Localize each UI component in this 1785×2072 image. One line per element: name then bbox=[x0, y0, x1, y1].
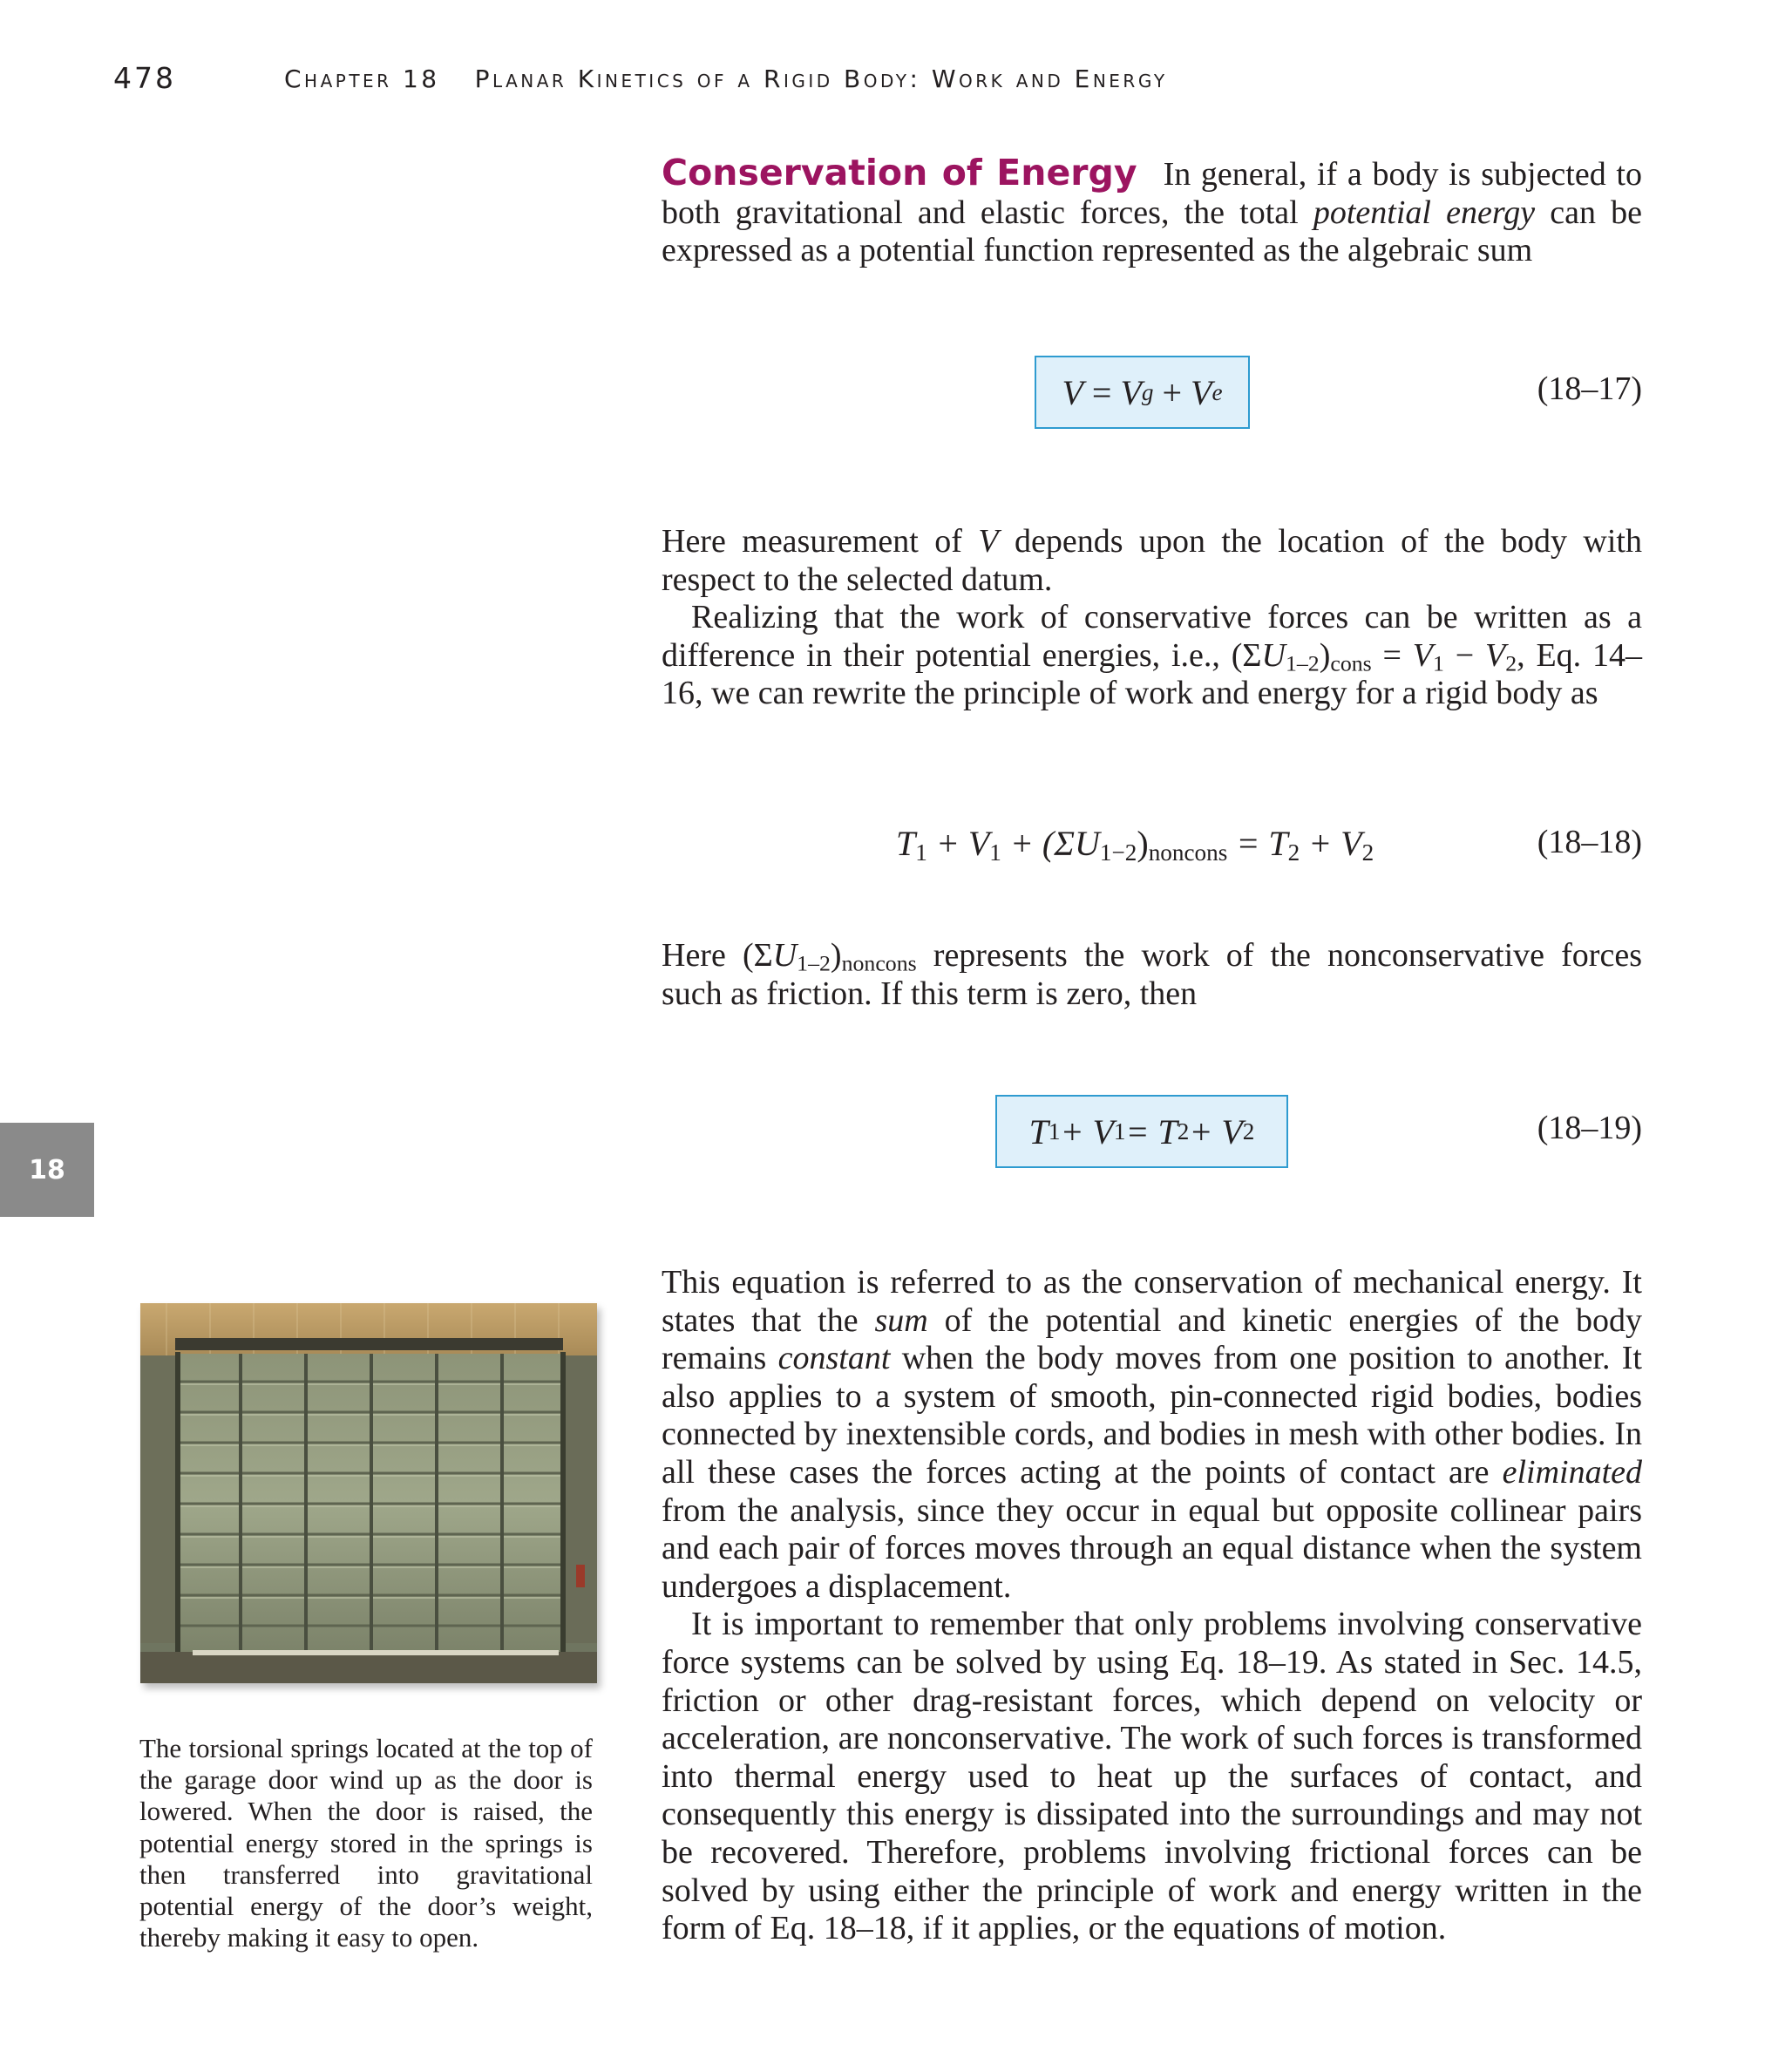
paragraph-nonconservative-forces: It is important to remember that only problems involving conservative force systems can be solved by using Eq. 18–19. As stated in Sec. 14.5, friction or other drag-resistant forces, which depend on velocity or acceleration, are nonconservative. The work of such forces is transformed into thermal energy used to heat up the surfaces of contact, and consequently this energy is dissipated into the surroundings and may not be recovered. Therefore, problems involving frictional forces can be solved by using either the principle of work and energy written in the form of Eq. 18–18, if it applies, or the equations of motion. bbox=[662, 1606, 1642, 1947]
equation-number-18-19: (18–19) bbox=[1537, 1110, 1642, 1146]
garage-door-photo bbox=[140, 1303, 597, 1683]
chapter-title: Planar Kinetics of a Rigid Body: Work and Energy bbox=[474, 65, 1168, 93]
equation-number-18-18: (18–18) bbox=[1537, 824, 1642, 860]
equation-18-17: V = V g + V e bbox=[1035, 356, 1250, 429]
paragraph-conservative-work: Realizing that the work of conservative forces can be written as a difference in their potential energies, i.e., $(\Sigma U_{1-2})_{cons} = V_1 - V_2$, Eq. 14–16, we can rewrite the principle of work and energy for a rigid body as bbox=[662, 599, 1642, 712]
intro-paragraph: Conservation of Energy In general, if a body is subjected to both gravitational and elastic forces, the total potential energy can be expressed as a potential function represented as the algebraic sum bbox=[662, 152, 1642, 269]
section-heading: Conservation of Energy bbox=[662, 152, 1137, 194]
paragraph-datum: Here measurement of V depends upon the location of the body with respect to the selected datum. bbox=[662, 523, 1642, 598]
body-block-3 bbox=[662, 1264, 1642, 1948]
body-block-2 bbox=[662, 937, 1642, 1013]
page-number: 478 bbox=[113, 61, 176, 95]
running-head bbox=[284, 65, 1168, 93]
equation-number-18-17: (18–17) bbox=[1537, 370, 1642, 407]
body-block-1 bbox=[662, 523, 1642, 713]
equation-18-18: $T_1 + V_1 + (\Sigma U_{1-2})_{noncons} = T_2 + V_2$ bbox=[896, 824, 1374, 866]
photo-caption: The torsional springs located at the top of the garage door wind up as the door is lowered. When the door is raised, the potential energy stored in the springs is then transferred into gravitational potential energy of the door’s weight, thereby making it easy to open. bbox=[139, 1733, 593, 1953]
chapter-label: Chapter 18 bbox=[284, 65, 440, 93]
chapter-tab: 18 bbox=[0, 1123, 94, 1217]
intro-block bbox=[662, 154, 1642, 270]
paragraph-mechanical-energy: This equation is referred to as the conservation of mechanical energy. It states that the sum of the potential and kinetic energies of the body remains constant when the body moves from one position to another. It also applies to a system of smooth, pin-connected rigid bodies, bodies connected by inextensible cords, and bodies in mesh with other bodies. In all these cases the forces acting at the points of contact are eliminated from the analysis, since they occur in equal but opposite collinear pairs and each pair of forces moves through an equal distance when the system undergoes a displacement. bbox=[662, 1264, 1642, 1605]
equation-18-19: T 1 + V 1 = T 2 + V 2 bbox=[995, 1095, 1288, 1168]
paragraph-noncons: Here $(\Sigma U_{1-2})_{noncons}$ represents the work of the nonconservative forces such as friction. If this term is zero, then bbox=[662, 937, 1642, 1012]
